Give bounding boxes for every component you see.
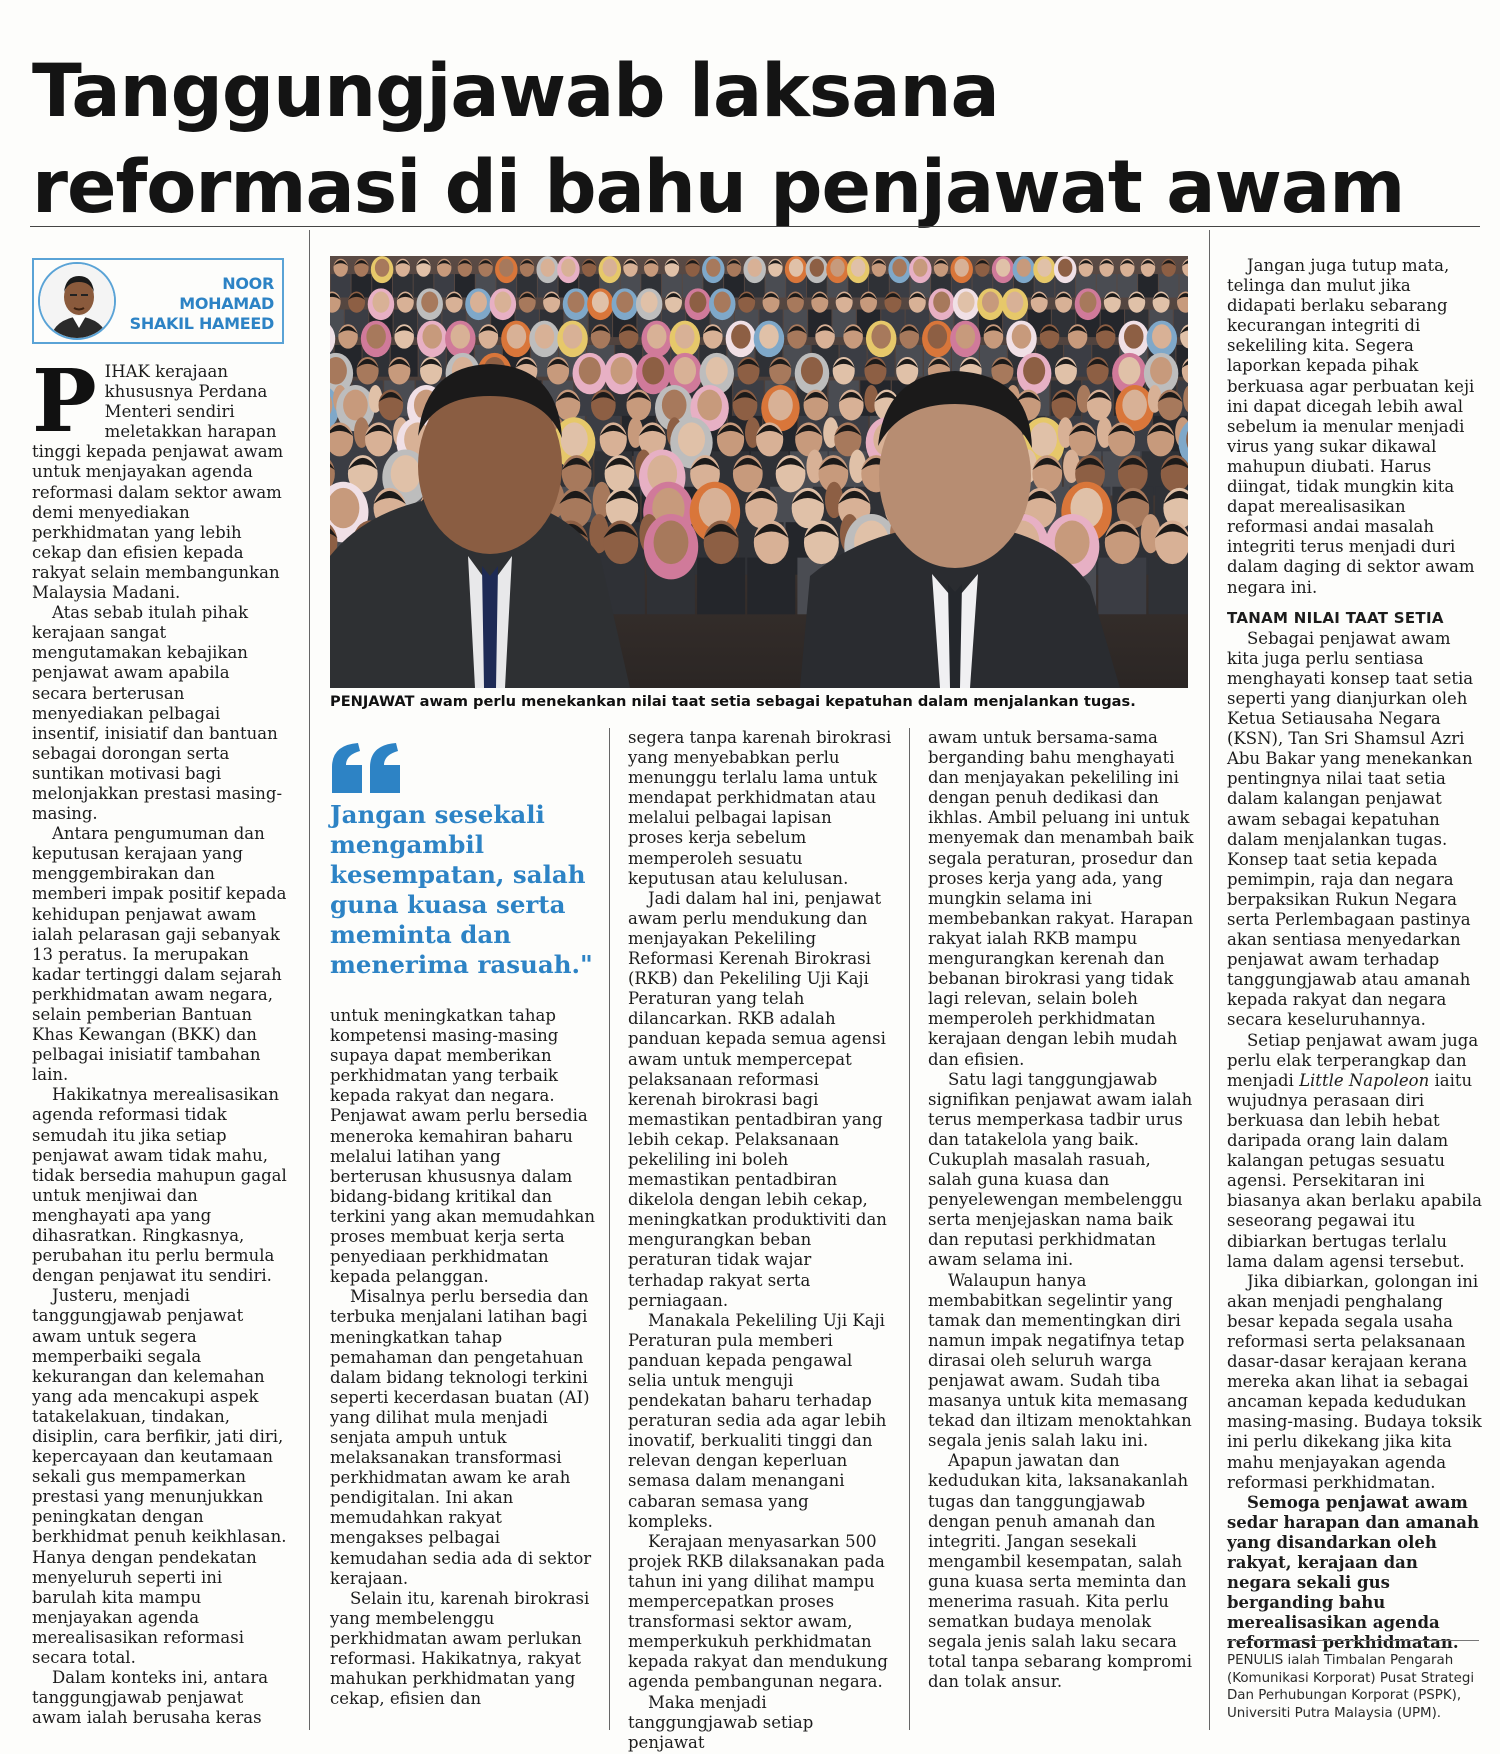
crowd-head xyxy=(662,390,687,421)
crowd-head xyxy=(616,292,633,313)
pull-quote-line: Jangan sesekali xyxy=(330,800,545,829)
crowd-head xyxy=(1118,357,1140,385)
crowd-head xyxy=(697,390,722,421)
caption-lead: PENJAWAT xyxy=(330,693,415,710)
crowd-head xyxy=(801,357,823,385)
paragraph: Apapun jawatan dan kedudukan kita, laksanakanlah tugas dan tanggungjawab dengan penuh amanah dan integriti. Jangan sesekali mengambil kesempatan, salah guna kuasa serta meminta dan menerima rasuah. Kita perlu sematkan budaya menolak segala jenis salah laku secara total tanpa sebarang kompromi dan tolak ansur. xyxy=(928,1451,1192,1692)
crowd-head xyxy=(1017,259,1031,277)
crowd-body xyxy=(1098,558,1146,615)
crowd-head xyxy=(1150,357,1172,385)
headline-divider xyxy=(30,226,1480,227)
crowd-head xyxy=(689,292,706,313)
author-name-line-3: SHAKIL HAMEED xyxy=(129,314,274,333)
crowd-head xyxy=(603,259,617,277)
crowd-head xyxy=(759,324,779,348)
crowd-head xyxy=(748,259,762,277)
crowd-body xyxy=(1148,558,1188,615)
closing-paragraph: Semoga penjawat awam sedar harapan dan amanah yang disandarkan oleh rakyat, kerajaan dan negara sekali gus berganding bahu merealisasikan agenda reformasi perkhidmatan. xyxy=(1227,1492,1479,1653)
paragraph: Justeru, menjadi tanggungjawab penjawat awam untuk segera memperbaiki segala kekurangan dan kelemahan yang ada mencakupi aspek tatakelakuan, tindakan, disiplin, cara berfikir, jati diri, kepercayaan dan keutamaan sekali gus mempamerkan prestasi yang menunjukkan peningkatan dengan berkhidmat penuh keikhlasan. Hanya dengan pendekatan menyeluruh seperti ini barulah kita mampu menjayakan agenda merealisasikan reformasi secara total. xyxy=(32,1286,287,1667)
paragraph: Walaupun hanya membabitkan segelintir yang tamak dan mementingkan diri namun impak negatifnya tetap dirasai oleh seluruh warga penjawat awam. Sudah tiba masanya untuk kita memasang tekad dan iltizam menoktahkan segala jenis salah laku ini. xyxy=(928,1270,1192,1451)
paragraph: Kerajaan menyasarkan 500 projek RKB dilaksanakan pada tahun ini yang dilihat mampu mempercepatkan proses transformasi sektor awam, memperkukuh perkhidmatan kepada rakyat dan mendukung agenda pembangunan negara. xyxy=(628,1531,888,1692)
crowd-head xyxy=(768,390,793,421)
crowd-head xyxy=(1124,324,1144,348)
headline-line-2: reformasi di bahu penjawat awam xyxy=(32,145,1405,230)
drop-cap: P xyxy=(32,351,97,452)
crowd-head xyxy=(789,259,803,277)
paragraph: Sebagai penjawat awam kita juga perlu sentiasa menghayati konsep taat setia seperti yang dianjurkan oleh Ketua Setiausaha Negara (KSN), Tan Sri Shamsul Azri Abu Bakar yang menekankan pentingnya nilai taat setia dalam kalangan penjawat awam sebagai kepatuhan dalam menjalankan tugas. Konsep taat setia kepada pemimpin, raja dan negara berpaksikan Rukun Negara serta Perlembagaan pastinya akan sentiasa menyedarkan penjawat awam terhadap tanggungjawab atau amanah kepada rakyat dan negara secara keseluruhannya. xyxy=(1227,628,1474,1030)
paragraph: Jika dibiarkan, golongan ini akan menjadi penghalang besar kepada segala usaha reformasi serta pelaksanaan dasar-dasar kerajaan kerana mereka akan lihat ia sebagai ancaman kepada kedudukan masing-masing. Budaya toksik ini perlu dikekang jika kita mahu menjayakan agenda reformasi perkhidmatan. xyxy=(1227,1271,1482,1492)
article-column-3 xyxy=(628,728,892,1753)
crowd-head xyxy=(494,292,511,313)
crowd-head xyxy=(592,292,609,313)
paragraph: Antara pengumuman dan keputusan kerajaan yang menggembirakan dan memberi impak positif kepada kehidupan penjawat awam ialah pelarasan gaji sebanyak 13 peratus. Ia merupakan kadar tertinggi dalam sejarah perkhidmatan awam negara, selain pemberian Bantuan Khas Kewangan (BKK) dan pelbagai inisiatif tambahan lain. xyxy=(32,824,287,1085)
crowd-head xyxy=(674,357,696,385)
crowd-head xyxy=(871,324,891,348)
pull-quote-line: guna kuasa serta xyxy=(330,890,566,919)
crowd-head xyxy=(714,292,731,313)
author-avatar xyxy=(38,262,116,340)
crowd-head xyxy=(892,259,906,277)
crowd-head xyxy=(996,259,1010,277)
crowd-head xyxy=(343,390,368,421)
paragraph: Setiap penjawat awam juga perlu elak terperangkap dan menjadi Little Napoleon iaitu wujudnya perasaan diri berkuasa dan lebih hebat daripada orang lain dalam kalangan petugas sesuatu agensi. Persekitaran ini biasanya akan berlaku apabila seseorang pegawai itu dibiarkan bertugas terlalu lama dalam agensi tersebut. xyxy=(1227,1030,1482,1271)
column-divider-2 xyxy=(609,728,610,1730)
crowd-photo xyxy=(330,256,1188,688)
byline-divider xyxy=(1227,1640,1479,1641)
crowd-head xyxy=(706,357,728,385)
crowd-head xyxy=(706,259,720,277)
paragraph: Jangan juga tutup mata, telinga dan mulut jika didapati berlaku sebarang kecurangan integriti di sekeliling kita. Segera laporkan kepada pihak berkuasa agar perbuatan keji ini dapat dicegah lebih awal sebelum ia menular menjadi virus yang sukar dikawal mahupun diubati. Harus diingat, tidak mungkin kita dapat merealisasikan reformasi andai masalah integriti terus menjadi duri dalam daging di sektor awam negara ini. xyxy=(1227,256,1475,597)
paragraph: untuk meningkatkan tahap kompetensi masing-masing supaya dapat memberikan perkhidmatan yang terbaik kepada rakyat dan negara. Penjawat awam perlu bersedia meneroka kemahiran baharu melalui latihan yang berterusan khususnya dalam bidang-bidang kritikal dan terkini yang akan memudahkan proses membuat kerja serta penyediaan perkhidmatan kepada pelanggan. xyxy=(330,1006,596,1287)
crowd-head xyxy=(375,259,389,277)
paragraph: Manakala Pekeliling Uji Kaji Peraturan pula memberi panduan kepada pengawal selia untuk menguji pendekatan baharu terhadap peraturan sedia ada agar lebih inovatif, berkualiti tinggi dan relevan dengan keperluan semasa dalam menangani cabaran semasa yang kompleks. xyxy=(628,1310,887,1531)
crowd-head xyxy=(499,259,513,277)
pull-quote-line: mengambil xyxy=(330,830,484,859)
paragraph: Hakikatnya merealisasikan agenda reformasi tidak semudah itu jika setiap penjawat awam tidak mahu, tidak bersedia mahupun gagal untuk menjiwai dan menghayati apa yang dihasratkan. Ringkasnya, perubahan itu perlu bermula dengan penjawat itu sendiri. xyxy=(32,1085,287,1286)
crowd-head xyxy=(647,324,667,348)
article-column-5 xyxy=(1227,256,1482,1653)
crowd-head xyxy=(470,292,487,313)
crowd-head xyxy=(913,259,927,277)
column-divider-1 xyxy=(309,230,310,1730)
crowd-head xyxy=(1058,259,1072,277)
crowd-head xyxy=(675,324,695,348)
article-column-2 xyxy=(330,1006,595,1709)
author-name-line-2: MOHAMAD xyxy=(179,294,274,313)
crowd-head xyxy=(982,292,999,313)
crowd-head xyxy=(1152,324,1172,348)
crowd-head xyxy=(372,292,389,313)
crowd-head xyxy=(810,259,824,277)
author-name-line-1: NOOR xyxy=(222,274,274,293)
pull-quote-line: meminta dan xyxy=(330,920,512,949)
crowd-head xyxy=(563,324,583,348)
column-divider-4 xyxy=(1209,230,1210,1730)
paragraph: awam untuk bersama-sama berganding bahu menghayati dan menjayakan pekeliling ini dengan penuh dedikasi dan ikhlas. Ambil peluang ini untuk menyemak dan menambah baik segala peraturan, prosedur dan proses kerja yang ada, yang mungkin selama ini membebankan rakyat. Harapan rakyat ialah RKB mampu mengurangkan kerenah dan bebanan birokrasi yang tidak lagi relevan, selain boleh memperoleh perkhidmatan kerajaan dengan lebih mudah dan efisien. xyxy=(928,728,1194,1069)
crowd-head xyxy=(451,324,471,348)
byline-lead: PENULIS xyxy=(1227,1653,1284,1668)
crowd-head xyxy=(678,422,705,456)
crowd-head xyxy=(955,259,969,277)
photo-caption xyxy=(330,693,1190,710)
crowd-head xyxy=(1079,292,1096,313)
crowd-head xyxy=(956,324,976,348)
paragraph: Misalnya perlu bersedia dan terbuka menjalani latihan bagi meningkatkan tahap pemahaman dan pengetahuan dalam bidang teknologi terkini seperti kecerdasan buatan (AI) yang dilihat mula menjadi senjata ampuh untuk melaksanakan transformasi perkhidmatan awam ke arah pendigitalan. Ini akan memudahkan rakyat mengakses pelbagai kemudahan sedia ada di sektor kerajaan. xyxy=(330,1287,592,1588)
column-divider-3 xyxy=(909,728,910,1730)
crowd-head xyxy=(1037,259,1051,277)
crowd-head xyxy=(366,324,386,348)
crowd-head xyxy=(1006,292,1023,313)
crowd-head xyxy=(933,292,950,313)
crowd-head xyxy=(561,422,588,456)
author-name xyxy=(130,274,274,334)
paragraph: PIHAK kerajaan khususnya Perdana Menteri sendiri meletakkan harapan tinggi kepada penjawat awam untuk menjayakan agenda reformasi dalam sektor awam demi menyediakan perkhidmatan yang lebih cekap dan efisien kepada rakyat selain membangunkan Malaysia Madani. xyxy=(32,351,284,603)
paragraph: Selain itu, karenah birokrasi yang membelenggu perkhidmatan awam perlukan reformasi. Hakikatnya, rakyat mahukan perkhidmatan yang cekap, efisien dan xyxy=(330,1588,590,1709)
crowd-body xyxy=(747,558,795,615)
crowd-head xyxy=(568,292,585,313)
crowd-body xyxy=(697,558,745,615)
crowd-head xyxy=(610,357,632,385)
byline-text: ialah Timbalan Pengarah (Komunikasi Korporat) Pusat Strategi Dan Perhubungan Korporat (PSPK), Universiti Putra Malaysia (UPM). xyxy=(1227,1653,1475,1721)
pull-quote xyxy=(330,800,600,980)
pull-quote-line: kesempatan, salah xyxy=(330,860,586,889)
crowd-head xyxy=(1122,390,1147,421)
crowd-head xyxy=(535,324,555,348)
paragraph: Jadi dalam hal ini, penjawat awam perlu mendukung dan menjayakan Pekeliling Reformasi Kerenah Birokrasi (RKB) dan Pekeliling Uji Kaji Peraturan yang telah dilancarkan. RKB adalah panduan kepada semua agensi awam untuk mempercepat pelaksanaan reformasi kerenah birokrasi bagi memastikan pentadbiran yang lebih cekap. Pelaksanaan pekeliling ini boleh memastikan pentadbiran dikelola dengan lebih cekap, meningkatkan produktiviti dan mengurangkan beban peraturan tidak wajar terhadap rakyat serta perniagaan. xyxy=(628,888,887,1310)
crowd-head xyxy=(830,259,844,277)
crowd-head xyxy=(654,521,689,565)
crowd-head xyxy=(1023,357,1045,385)
caption-text: awam perlu menekankan nilai taat setia sebagai kepatuhan dalam menjalankan tugas. xyxy=(414,693,1136,710)
crowd-head xyxy=(731,324,751,348)
crowd-head xyxy=(642,357,664,385)
article-photo xyxy=(330,256,1188,688)
crowd-head xyxy=(641,292,658,313)
crowd-head xyxy=(507,324,527,348)
pull-quote-line: menerima rasuah." xyxy=(330,950,593,979)
quote-mark-icon xyxy=(330,741,404,795)
crowd-head xyxy=(561,259,575,277)
paragraph: Atas sebab itulah pihak kerajaan sangat mengutamakan kebajikan penjawat awam apabila secara berterusan menyediakan pelbagai insentif, inisiatif dan bantuan sebagai dorongan serta suntikan motivasi bagi melonjakkan prestasi masing-masing. xyxy=(32,603,283,824)
crowd-head xyxy=(1012,324,1032,348)
paragraph: Satu lagi tanggungjawab signifikan penjawat awam ialah terus memperkasa tadbir urus dan tatakelola yang baik. Cukuplah masalah rasuah, salah guna kuasa dan penyelewengan membelenggu serta menjejaskan nama baik dan reputasi perkhidmatan awam selama ini. xyxy=(928,1069,1193,1270)
paragraph: segera tanpa karenah birokrasi yang menyebabkan perlu menunggu terlalu lama untuk mendapat perkhidmatan atau melalui pelbagai lapisan proses kerja sebelum memperoleh sesuatu keputusan atau kelulusan. xyxy=(628,728,892,888)
italic-term: Little Napoleon xyxy=(1299,1070,1430,1090)
headline-line-1: Tanggungjawab laksana xyxy=(32,49,999,134)
crowd-head xyxy=(958,292,975,313)
crowd-head xyxy=(851,259,865,277)
crowd-head xyxy=(579,357,601,385)
crowd-head xyxy=(541,259,555,277)
headline xyxy=(32,44,1472,236)
crowd-head xyxy=(1030,422,1057,456)
author-box xyxy=(32,258,284,344)
crowd-head xyxy=(928,324,948,348)
crowd-head xyxy=(422,324,442,348)
article-column-4 xyxy=(928,728,1194,1693)
crowd-head xyxy=(391,455,421,492)
subheading: TANAM NILAI TAAT SETIA xyxy=(1227,608,1444,627)
crowd-head xyxy=(421,292,438,313)
paragraph: Maka menjadi tanggungjawab setiap penjawat xyxy=(628,1692,814,1752)
paragraph: Dalam konteks ini, antara tanggungjawab penjawat awam ialah berusaha keras xyxy=(32,1668,269,1728)
author-byline xyxy=(1227,1652,1482,1722)
article-column-1 xyxy=(32,351,288,1728)
